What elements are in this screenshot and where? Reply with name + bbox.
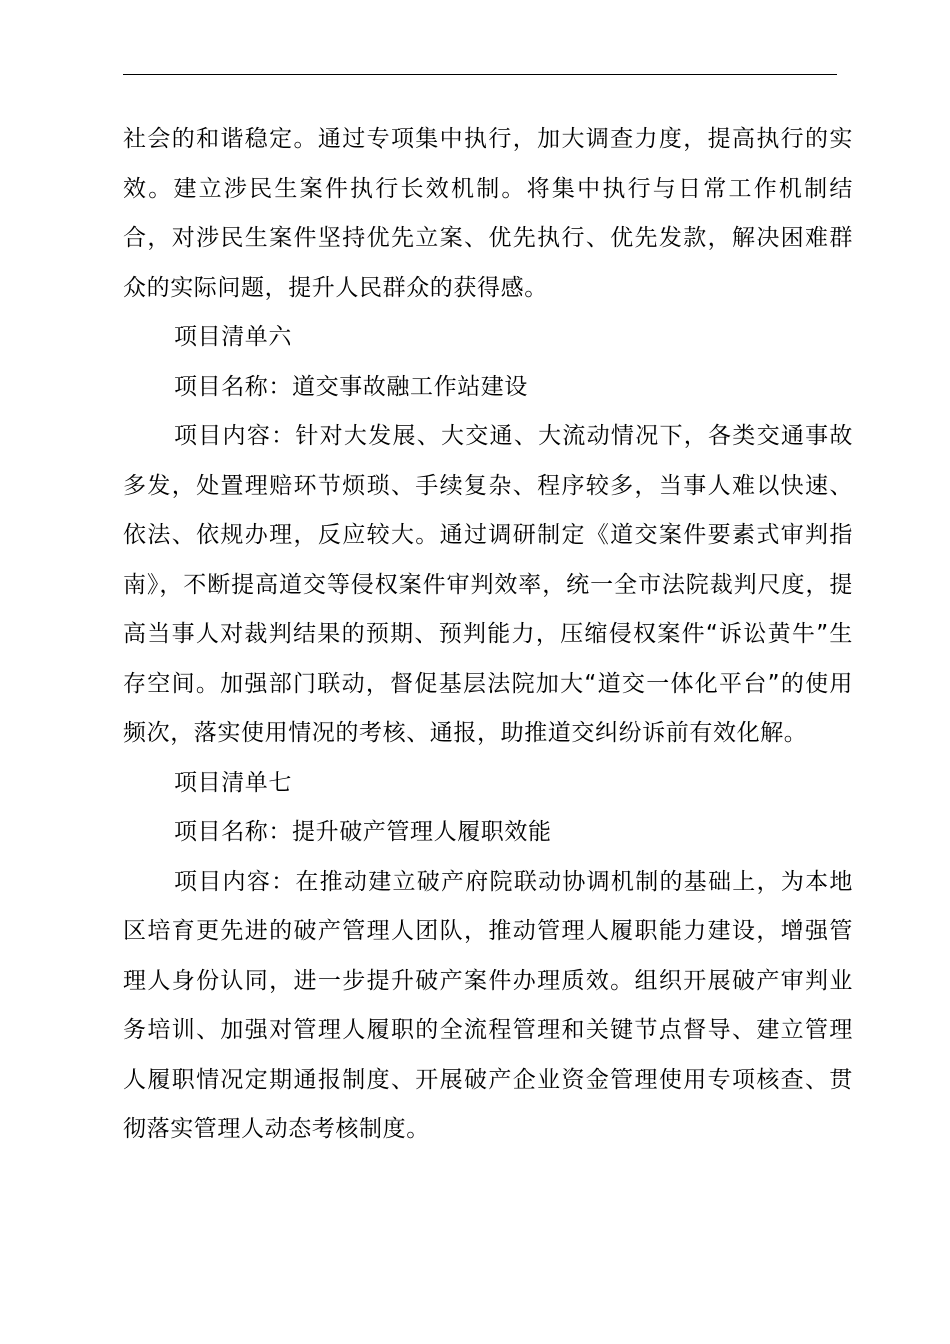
project-6-name: 项目名称：道交事故融工作站建设 (174, 373, 528, 400)
header-rule (123, 74, 837, 75)
project-list-7-heading: 项目清单七 (174, 769, 292, 796)
document-body (123, 115, 853, 1155)
project-6-content: 项目内容：针对大发展、大交通、大流动情况下，各类交通事故多发，处置理赔环节烦琐、手续复杂、程序较多，当事人难以快速、依法、依规办理，反应较大。通过调研制定《道交案件要素式审判指南》，不断提高道交等侵权案件审判效率，统一全市法院裁判尺度，提高当事人对裁判结果的预期、预判能力，压缩侵权案件“诉讼黄牛”生存空间。加强部门联动，督促基层法院加大“道交一体化平台”的使用频次，落实使用情况的考核、通报，助推道交纠纷诉前有效化解。 (123, 423, 853, 746)
project-7-content: 项目内容：在推动建立破产府院联动协调机制的基础上，为本地区培育更先进的破产管理人团队，推动管理人履职能力建设，增强管理人身份认同，进一步提升破产案件办理质效。组织开展破产审判业务培训、加强对管理人履职的全流程管理和关键节点督导、建立管理人履职情况定期通报制度、开展破产企业资金管理使用专项核查、贯彻落实管理人动态考核制度。 (123, 868, 853, 1142)
project-list-6-heading: 项目清单六 (174, 324, 292, 350)
paragraph-continuation: 社会的和谐稳定。通过专项集中执行，加大调查力度，提高执行的实效。建立涉民生案件执行长效机制。将集中执行与日常工作机制结合，对涉民生案件坚持优先立案、优先执行、优先发款，解决困难群众的实际问题，提升人民群众的获得感。 (123, 126, 853, 301)
project-7-name: 项目名称：提升破产管理人履职效能 (174, 819, 552, 845)
